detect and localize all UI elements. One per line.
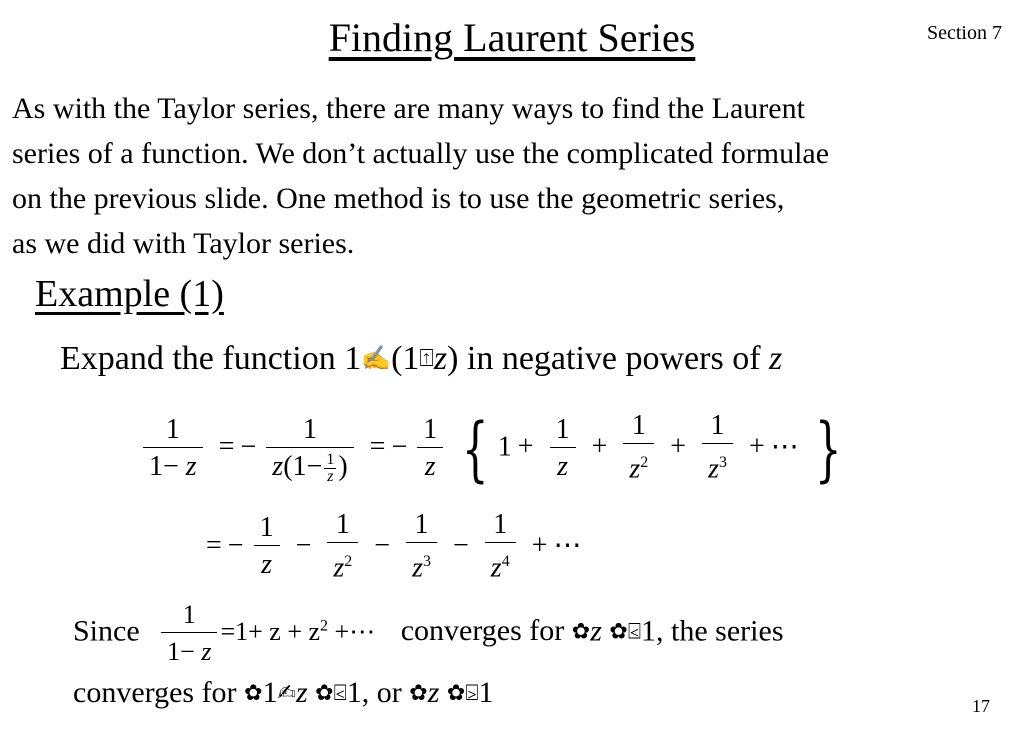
less-than-icon: ⍃ xyxy=(333,681,347,706)
open-brace: { xyxy=(462,408,489,490)
fraction: $\frac{1}{z^2}$ xyxy=(327,508,358,587)
fraction: 1 z(1− $\frac{1}{z}$ ) xyxy=(266,413,353,486)
abs-bar-icon: ✿ xyxy=(244,681,263,706)
minus-symbol-icon: ⍐ xyxy=(419,346,434,372)
abs-bar-icon: ✿ xyxy=(446,681,466,706)
fraction: $\frac{1}{z}$ xyxy=(550,413,576,486)
less-than-icon: ⍃ xyxy=(627,619,642,645)
paragraph-line: As with the Taylor series, there are many ways to find the Laurent xyxy=(12,92,805,125)
divide-symbol-icon: ✍ xyxy=(277,681,296,706)
fraction: $\frac{1}{z^3}$ xyxy=(406,508,437,587)
equation-line-1: $\frac{1}{1- z}$ = − 1 z(1− $\frac{1}{z}$ ) = − $\frac{1}{z}$ { 1 + $\frac{1}{z}$ + $\frac{1}{z^2}$ + $\frac{1}{z^3}$ + ⋯ } xyxy=(140,408,850,490)
abs-bar-icon: ✿ xyxy=(609,619,628,645)
equation-line-2: = − $\frac{1}{z}$ − $\frac{1}{z^2}$ − $\frac{1}{z^3}$ − $\frac{1}{z^4}$ + ⋯ xyxy=(200,508,582,587)
abs-bar-icon: ✿ xyxy=(409,681,428,706)
fraction: $\frac{1}{z^4}$ xyxy=(485,508,516,587)
task-text: ) in negative powers of xyxy=(447,340,770,377)
section-label: Section 7 xyxy=(927,22,1002,44)
greater-than-icon: ⍄ xyxy=(465,681,479,706)
task-variable: z xyxy=(769,340,783,377)
abs-bar-icon: ✿ xyxy=(315,681,334,706)
task-text: (1 xyxy=(391,340,420,377)
fraction: $\frac{1}{1- z}$ xyxy=(143,413,203,486)
fraction: $\frac{1}{z}$ xyxy=(417,413,443,486)
slide-title: Finding Laurent Series xyxy=(328,15,696,60)
fraction: $\frac{1}{z^3}$ xyxy=(702,409,733,488)
close-brace: } xyxy=(814,408,842,490)
since-label: Since xyxy=(73,614,140,648)
task-variable: z xyxy=(433,340,448,377)
intro-paragraph xyxy=(12,86,1017,266)
fraction: $\frac{1}{z}$ xyxy=(254,511,280,584)
paragraph-line: on the previous slide. One method is to use the geometric series, xyxy=(12,182,785,215)
fraction: $\frac{1}{z^2}$ xyxy=(623,409,654,488)
fraction: $\frac{1}{1- z}$ xyxy=(161,598,217,671)
abs-bar-icon: ✿ xyxy=(571,619,591,645)
paragraph-line: as we did with Taylor series. xyxy=(12,227,355,260)
task-text: Expand the function 1 xyxy=(60,340,362,377)
page-number: 17 xyxy=(972,696,990,716)
convergence-statement: Since $\frac{1}{1- z}$ $=1+ z + z^2$ +⋯ converges for ✿z ✿⍃1, the series xyxy=(73,598,784,671)
convergence-statement-2: converges for ✿1✍z ✿⍃1, or ✿z ✿⍄1 xyxy=(73,676,494,709)
example-task xyxy=(60,340,782,378)
paragraph-line: series of a function. We don’t actually use the complicated formulae xyxy=(12,137,830,170)
example-heading: Example (1) xyxy=(35,273,224,315)
divide-symbol-icon: ✍ xyxy=(361,346,392,372)
